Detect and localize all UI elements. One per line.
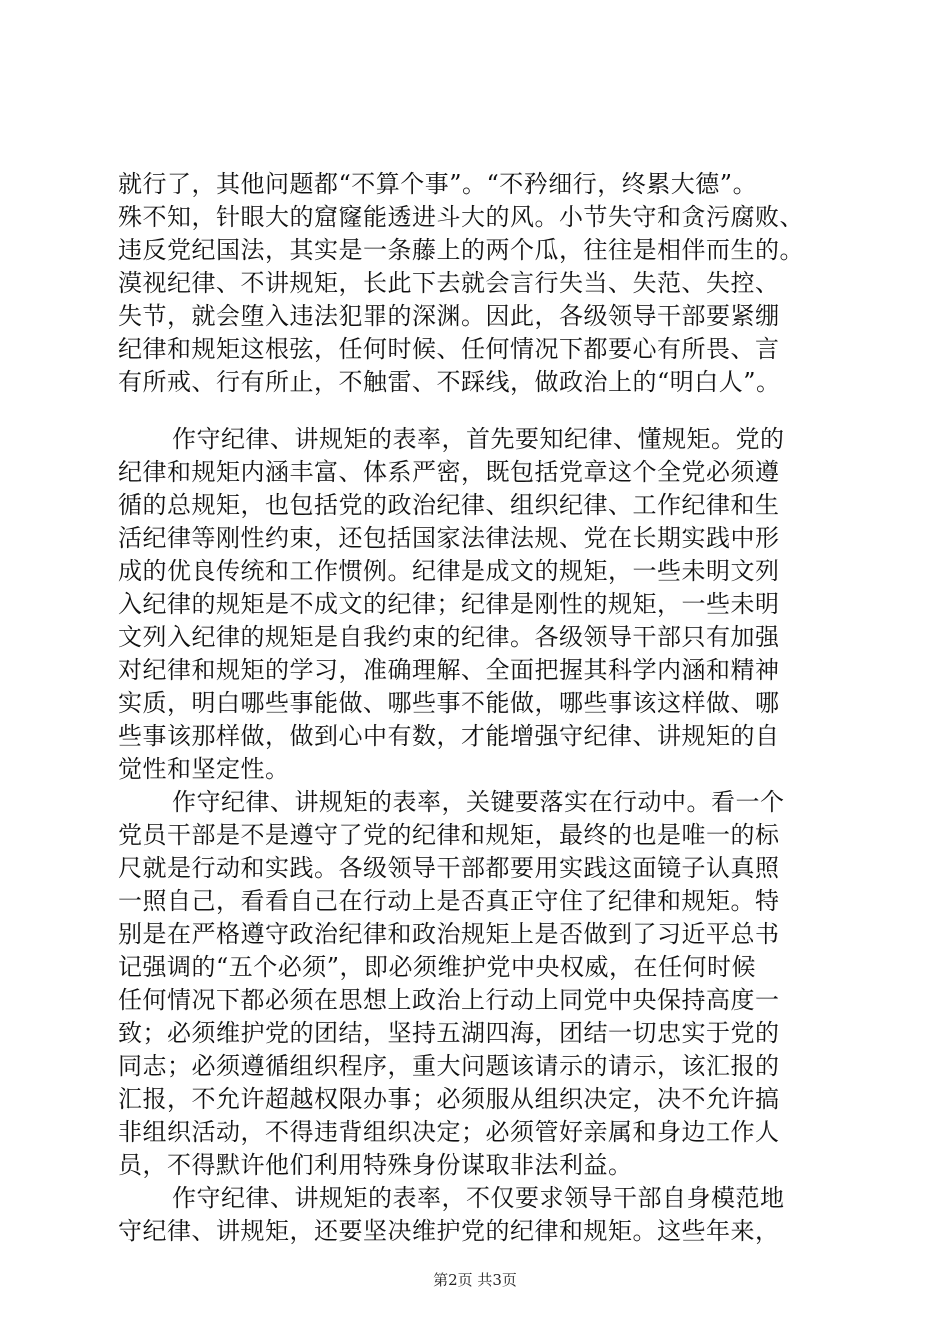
text-line: 殊不知，针眼大的窟窿能透进斗大的风。小节失守和贪污腐败、 xyxy=(118,203,804,231)
text-line: 觉性和坚定性。 xyxy=(118,755,290,783)
text-line: 致；必须维护党的团结，坚持五湖四海，团结一切忠实于党的 xyxy=(118,1019,780,1047)
text-line: 同志；必须遵循组织程序，重大问题该请示的请示，该汇报的 xyxy=(118,1052,780,1080)
text-line: 员，不得默许他们利用特殊身份谋取非法利益。 xyxy=(118,1151,633,1179)
page-number: 第2页 共3页 xyxy=(433,1271,517,1289)
paragraph-spacer xyxy=(118,399,838,423)
text-line: 漠视纪律、不讲规矩，长此下去就会言行失当、失范、失控、 xyxy=(118,269,780,297)
text-line: 纪律和规矩这根弦，任何时候、任何情况下都要心有所畏、言 xyxy=(118,335,780,363)
text-line: 作守纪律、讲规矩的表率，不仅要求领导干部自身模范地 xyxy=(172,1184,785,1212)
text-line: 对纪律和规矩的学习，准确理解、全面把握其科学内涵和精神 xyxy=(118,656,780,684)
text-line: 循的总规矩，也包括党的政治纪律、组织纪律、工作纪律和生 xyxy=(118,491,780,519)
text-line: 非组织活动，不得违背组织决定；必须管好亲属和身边工作人 xyxy=(118,1118,780,1146)
text-line: 守纪律、讲规矩，还要坚决维护党的纪律和规矩。这些年来， xyxy=(118,1217,780,1245)
text-line: 失节，就会堕入违法犯罪的深渊。因此，各级领导干部要紧绷 xyxy=(118,302,780,330)
text-line: 党员干部是不是遵守了党的纪律和规矩，最终的也是唯一的标 xyxy=(118,821,780,849)
paragraph xyxy=(118,423,838,786)
text-line: 违反党纪国法，其实是一条藤上的两个瓜，往往是相伴而生的。 xyxy=(118,236,804,264)
text-line: 任何情况下都必须在思想上政治上行动上同党中央保持高度一 xyxy=(118,986,780,1014)
text-line: 记强调的“五个必须”，即必须维护党中央权威，在任何时候 xyxy=(118,953,757,981)
text-line: 成的优良传统和工作惯例。纪律是成文的规矩，一些未明文列 xyxy=(118,557,780,585)
document-body xyxy=(118,168,838,1248)
text-line: 作守纪律、讲规矩的表率，关键要落实在行动中。看一个 xyxy=(172,788,785,816)
paragraph xyxy=(118,168,838,399)
text-line: 一照自己，看看自己在行动上是否真正守住了纪律和规矩。特 xyxy=(118,887,780,915)
text-line: 就行了，其他问题都“不算个事”。“不矜细行，终累大德”。 xyxy=(118,170,758,198)
text-line: 作守纪律、讲规矩的表率，首先要知纪律、懂规矩。党的 xyxy=(172,425,785,453)
text-line: 有所戒、行有所止，不触雷、不踩线，做政治上的“明白人”。 xyxy=(118,368,781,396)
text-line: 尺就是行动和实践。各级领导干部都要用实践这面镜子认真照 xyxy=(118,854,780,882)
text-line: 别是在严格遵守政治纪律和政治规矩上是否做到了习近平总书 xyxy=(118,920,780,948)
text-line: 入纪律的规矩是不成文的纪律；纪律是刚性的规矩，一些未明 xyxy=(118,590,780,618)
text-line: 汇报，不允许超越权限办事；必须服从组织决定，决不允许搞 xyxy=(118,1085,780,1113)
text-line: 活纪律等刚性约束，还包括国家法律法规、党在长期实践中形 xyxy=(118,524,780,552)
text-line: 实质，明白哪些事能做、哪些事不能做，哪些事该这样做、哪 xyxy=(118,689,780,717)
text-line: 纪律和规矩内涵丰富、体系严密，既包括党章这个全党必须遵 xyxy=(118,458,780,486)
paragraph xyxy=(118,786,838,1182)
text-line: 些事该那样做，做到心中有数，才能增强守纪律、讲规矩的自 xyxy=(118,722,780,750)
paragraph xyxy=(118,1182,838,1248)
text-line: 文列入纪律的规矩是自我约束的纪律。各级领导干部只有加强 xyxy=(118,623,780,651)
